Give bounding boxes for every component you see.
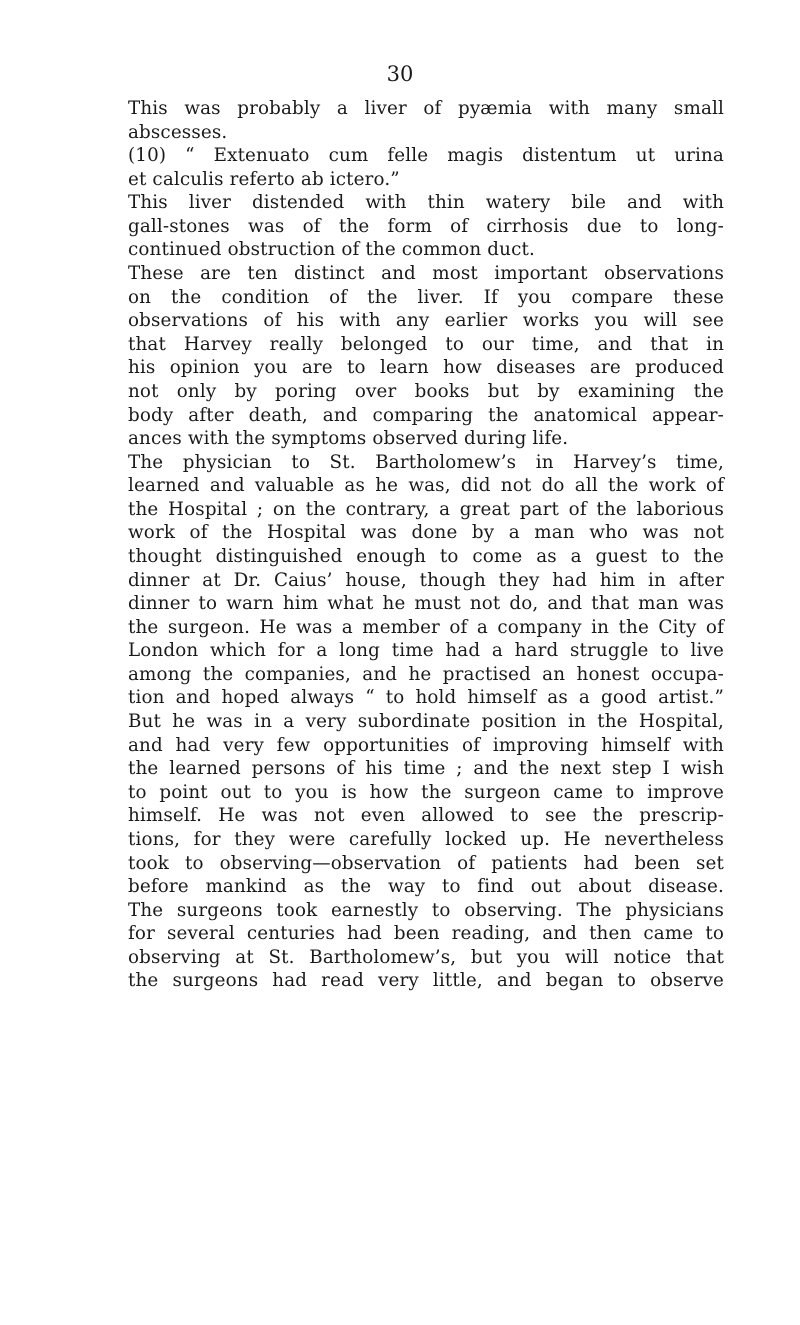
text-line: among the companies, and he practised an honest occupa- (128, 663, 724, 685)
text-line: the learned persons of his time ; and the next step I wish (128, 758, 724, 780)
text-line: the Hospital ; on the contrary, a great part of the laborious (128, 498, 724, 520)
page-number: 30 (386, 62, 414, 86)
text-line: This was probably a liver of pyæmia with many small (128, 98, 724, 119)
text-line: himself. He was not even allowed to see the prescrip- (128, 805, 724, 827)
text-line: abscesses. (128, 121, 228, 143)
text-line: tion and hoped always “ to hold himself as a good artist.” (128, 687, 724, 709)
text-line: But he was in a very subordinate position in the Hospital, (128, 711, 724, 733)
text-line: These are ten distinct and most important observations (128, 263, 724, 285)
text-line: et calculis referto ab ictero.” (128, 168, 400, 190)
text-line: took to observing—observation of patients had been set (128, 852, 724, 874)
text-line: the surgeons had read very little, and began to observe (128, 970, 724, 992)
text-line: his opinion you are to learn how diseases are produced (128, 357, 724, 379)
text-line: to point out to you is how the surgeon came to improve (128, 781, 724, 803)
text-line: for several centuries had been reading, and then came to (128, 923, 724, 945)
text-line: observing at St. Bartholomew’s, but you will notice that (128, 946, 724, 968)
text-line: London which for a long time had a hard struggle to live (128, 640, 724, 662)
text-line: This liver distended with thin watery bile and with (128, 192, 724, 214)
text-line: not only by poring over books but by examining the (128, 380, 724, 402)
text-line: body after death, and comparing the anatomical appear- (128, 404, 724, 426)
text-line: ances with the symptoms observed during life. (128, 428, 569, 450)
text-line: continued obstruction of the common duct. (128, 239, 535, 261)
text-line: and had very few opportunities of improving himself with (128, 734, 724, 756)
text-line: thought distinguished enough to come as a guest to the (128, 545, 724, 567)
text-line: before mankind as the way to find out about disease. (128, 876, 724, 898)
text-line: on the condition of the liver. If you compare these (128, 286, 724, 308)
text-line: the surgeon. He was a member of a company in the City of (128, 616, 724, 638)
text-line: dinner at Dr. Caius’ house, though they had him in after (128, 569, 724, 591)
text-line: observations of his with any earlier works you will see (128, 310, 724, 332)
text-line: dinner to warn him what he must not do, and that man was (128, 593, 724, 615)
text-line: work of the Hospital was done by a man who was not (128, 522, 724, 544)
text-line: The physician to St. Bartholomew’s in Harvey’s time, (128, 451, 724, 473)
text-line: that Harvey really belonged to our time, and that in (128, 333, 724, 355)
text-line: tions, for they were carefully locked up. He nevertheless (128, 828, 724, 850)
body-text (128, 97, 724, 993)
text-line: (10) “ Extenuato cum felle magis distentum ut urina (128, 145, 724, 167)
text-line: gall-stones was of the form of cirrhosis due to long- (128, 215, 724, 237)
text-line: The surgeons took earnestly to observing. The physicians (128, 899, 724, 921)
text-line: learned and valuable as he was, did not do all the work of (128, 475, 724, 497)
